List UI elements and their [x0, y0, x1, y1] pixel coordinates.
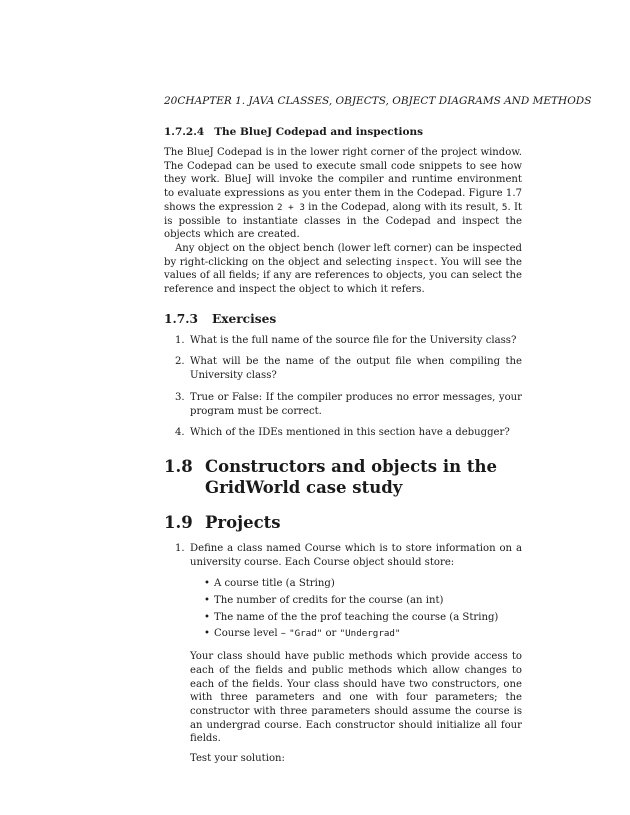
exercise-list: [164, 334, 522, 440]
text-run: The BlueJ Codepad is in the lower right corner of the project window. The Codepad can be used to execute small code snippets to see how they work. BlueJ will invoke the compiler and runtime environment to evaluate expressions as you enter them in the Codepad. Figure 1.7 shows the expression: [164, 147, 522, 213]
bullet-item: [204, 594, 522, 608]
bullet-icon: •: [204, 628, 210, 640]
item-number: 3.: [175, 391, 185, 403]
bullet-icon: •: [204, 595, 210, 607]
section-number: 1.7.2.4: [164, 126, 205, 138]
document-page: [164, 95, 592, 766]
bullet-text: The number of credits for the course (an int): [214, 595, 444, 607]
inline-code: 5: [501, 201, 508, 213]
text-run: . You will see the values of all fields; if any are references to objects, you can select the reference and inspect the object to which it refers.: [164, 256, 522, 296]
bullet-item: [204, 577, 522, 591]
bullet-icon: •: [204, 578, 210, 590]
item-text: Define a class named Course which is to store information on a university course. Each Course object should store:: [190, 542, 522, 568]
test-paragraph: Test your solution:: [190, 753, 285, 765]
bullet-icon: •: [204, 611, 210, 623]
chapter-title: CHAPTER 1. JAVA CLASSES, OBJECTS, OBJECT DIAGRAMS AND METHODS: [177, 95, 592, 107]
inline-code: "Grad": [289, 628, 323, 640]
text-run: Any object on the object bench (lower left corner) can be inspected by right-clicking on the object and selecting: [164, 242, 522, 268]
codepad-paragraph: [164, 146, 522, 242]
item-number: 1.: [175, 542, 185, 554]
bullet-item: [204, 611, 522, 625]
bullet-text: A course title (a String): [214, 578, 335, 590]
section-title: The BlueJ Codepad and inspections: [214, 126, 424, 138]
section-heading-19: [164, 512, 522, 533]
item-text: What will be the name of the output file when compiling the University class?: [190, 356, 522, 382]
list-item: [164, 391, 522, 418]
section-title: Projects: [205, 512, 281, 532]
section-title: Constructors and objects in the GridWorld case study: [205, 456, 497, 497]
requirements-paragraph: Your class should have public methods which provide access to each of the fields and public methods which allow changes to each of the fields. Your class should have two constructors, one with three parameters and one with four parameters; the constructor with three parameters should assume the course is an undergrad course. Each constructor should initialize all four fields.: [190, 651, 522, 745]
bullet-item: [204, 627, 522, 641]
inline-code: "Undergrad": [339, 628, 401, 640]
bullet-text: or: [322, 628, 340, 640]
subsubsection-heading-1724: [164, 126, 522, 138]
text-run: in the Codepad, along with its result,: [304, 201, 502, 213]
list-item: [164, 426, 522, 440]
item-text: True or False: If the compiler produces no error messages, your program must be correct.: [190, 391, 522, 417]
section-title: Exercises: [211, 311, 277, 326]
project-list: [164, 542, 522, 766]
list-item: [164, 542, 522, 766]
item-number: 1.: [175, 334, 185, 346]
inline-code: inspect: [395, 256, 435, 268]
item-text: What is the full name of the source file for the University class?: [190, 334, 517, 346]
inspection-paragraph: [164, 242, 522, 297]
bullet-text: The name of the the prof teaching the course (a String): [214, 611, 499, 623]
item-number: 4.: [175, 427, 185, 439]
list-item: [164, 334, 522, 348]
section-heading-18: [164, 456, 522, 498]
item-number: 2.: [175, 356, 185, 368]
list-item: [164, 355, 522, 382]
subsection-heading-173: [164, 312, 522, 326]
field-bullet-list: [190, 577, 522, 641]
bullet-text: Course level –: [214, 628, 290, 640]
section-number: 1.9: [164, 512, 193, 532]
section-number: 1.7.3: [164, 311, 198, 326]
running-header: [164, 95, 592, 107]
item-text: Which of the IDEs mentioned in this section have a debugger?: [190, 427, 510, 439]
section-number: 1.8: [164, 456, 193, 476]
page-number: 20: [164, 95, 178, 107]
text-run: . It is possible to instantiate classes in the Codepad and inspect the objects which are created.: [164, 201, 522, 241]
inline-code: 2 + 3: [277, 201, 305, 213]
